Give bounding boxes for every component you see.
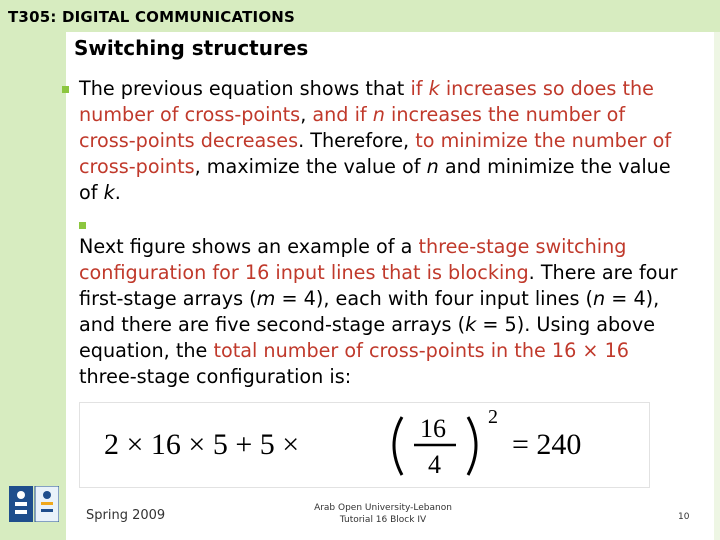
aou-logo-icon xyxy=(9,486,59,522)
left-paren xyxy=(394,417,402,475)
para1-var-n: n xyxy=(426,155,439,178)
page-number: 10 xyxy=(678,512,690,522)
right-edge-strip xyxy=(714,32,720,540)
para2-text-3: = 4), each with four input lines ( xyxy=(275,287,594,310)
fraction-numerator: 16 xyxy=(420,414,446,443)
equation-lhs: 2 × 16 × 5 + 5 × xyxy=(104,428,300,461)
para1-highlight-1: if k increases so does the number of cross-points xyxy=(79,77,654,126)
para1-text-3: . Therefore, xyxy=(298,129,416,152)
para2-text-1: Next figure shows an example of a xyxy=(79,235,419,258)
para1-text-1: The previous equation shows that xyxy=(79,77,411,100)
right-paren xyxy=(468,417,476,475)
slide-content xyxy=(79,76,679,390)
para1-text-4: , maximize the value of xyxy=(194,155,427,178)
para2-text-2: . There are four first-stage arrays ( xyxy=(79,261,678,310)
para2-text-4: = 4), and there are five second-stage arrays ( xyxy=(79,287,660,336)
para2-var-k: k xyxy=(465,313,477,336)
para1-highlight-2: and if n increases the number of cross-points decreases xyxy=(79,103,626,152)
exponent: 2 xyxy=(488,406,498,428)
paragraph-1 xyxy=(79,76,679,206)
equation-image xyxy=(79,402,650,488)
equation-rhs: = 240 xyxy=(512,428,582,461)
footer-institution-line2: Tutorial 16 Block IV xyxy=(339,515,427,525)
para1-highlight-3: to minimize the number of cross-points xyxy=(79,129,672,178)
para2-text-5: = 5). Using above equation, the xyxy=(79,313,656,362)
para1-var-k: k xyxy=(103,181,115,204)
course-title: T305: DIGITAL COMMUNICATIONS xyxy=(8,8,296,26)
para2-text-6: three-stage configuration is: xyxy=(79,365,352,388)
bullet-icon xyxy=(79,222,86,229)
footer-institution xyxy=(298,502,468,526)
para1-text-6: . xyxy=(114,181,121,204)
slide-title: Switching structures xyxy=(74,36,309,60)
fraction-denominator: 4 xyxy=(428,450,441,479)
para1-text-2: , xyxy=(300,103,313,126)
paragraph-2 xyxy=(79,214,679,390)
para2-highlight-1: three-stage switching configuration for 16 input lines that is blocking xyxy=(79,235,627,284)
para2-var-m: m xyxy=(256,287,276,310)
left-sidebar-strip xyxy=(0,32,66,540)
bullet-line xyxy=(79,214,679,234)
footer-institution-line1: Arab Open University-Lebanon xyxy=(314,503,452,513)
bullet-icon xyxy=(62,86,69,93)
para2-var-n: n xyxy=(593,287,606,310)
para2-highlight-2: total number of cross-points in the 16 × 16 xyxy=(213,339,629,362)
footer-date: Spring 2009 xyxy=(86,508,166,523)
para1-text-5: and minimize the value of xyxy=(79,155,671,204)
